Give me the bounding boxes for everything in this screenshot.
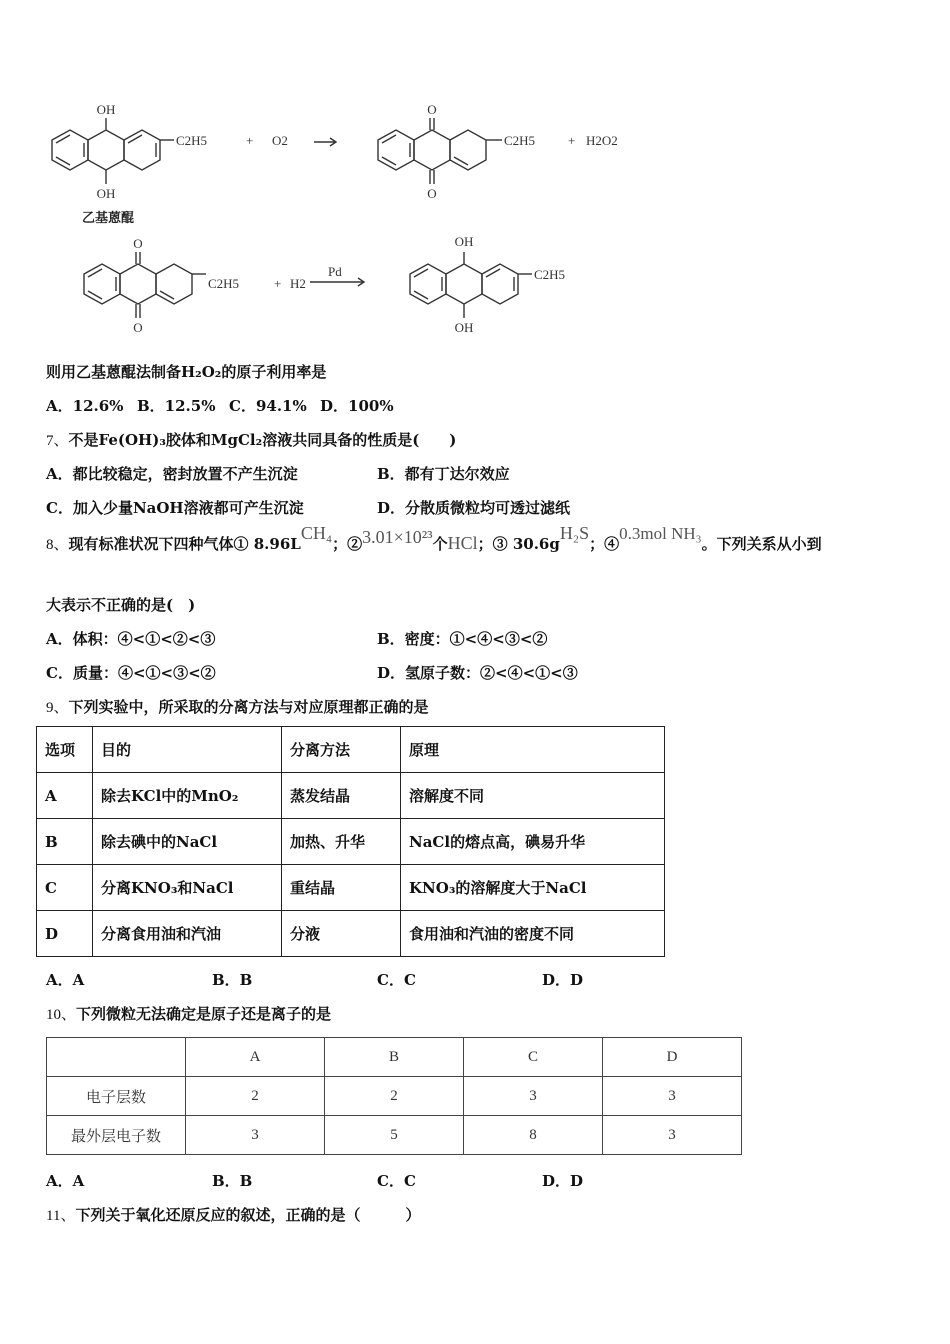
- table-cell: B: [325, 1038, 464, 1077]
- r1-substituent: C2H5: [176, 133, 208, 148]
- r2-catalyst: Pd: [328, 264, 342, 279]
- q8-formula-avogadro: 3.01×10²³: [362, 527, 433, 547]
- r2-product-substituent: C2H5: [534, 267, 566, 282]
- q10-option-b[interactable]: B．B: [212, 1172, 253, 1190]
- q7-option-c[interactable]: C．加入少量NaOH溶液都可产生沉淀: [46, 499, 304, 517]
- q9-question: [46, 696, 429, 717]
- q8-formula-hcl: HCl: [447, 533, 478, 553]
- q10-table: [46, 1037, 742, 1155]
- q8-formula-nh3: 0.3mol NH₃: [619, 524, 702, 543]
- q8-number: 8、: [46, 537, 69, 553]
- table-cell: 3: [603, 1077, 742, 1116]
- table-header-row: [37, 727, 665, 773]
- q11-number: 11、: [46, 1208, 76, 1224]
- q7-option-b[interactable]: B．都有丁达尔效应: [377, 465, 510, 483]
- table-header-row: [47, 1038, 742, 1077]
- reaction-scheme-2: [78, 232, 618, 344]
- q9-option-d[interactable]: D．D: [542, 971, 584, 989]
- q11-stem: 下列关于氧化还原反应的叙述，正确的是（ ）: [75, 1206, 421, 1224]
- r2-hydrogen: H2: [290, 276, 306, 291]
- r2-product-top: OH: [454, 234, 474, 249]
- q8-option-d[interactable]: D．氢原子数：②<④<①<③: [377, 664, 578, 682]
- q8-option-c[interactable]: C．质量：④<①<③<②: [46, 664, 216, 682]
- table-cell: 5: [325, 1116, 464, 1155]
- table-cell: A: [37, 773, 93, 819]
- r2-reactant-bottom: O: [133, 320, 143, 335]
- table-cell: 重结晶: [282, 865, 401, 911]
- r1-plus-2: +: [568, 133, 576, 148]
- q8-formula-h2s: H₂S: [559, 523, 590, 543]
- q10-stem: 下列微粒无法确定是原子还是离子的是: [76, 1005, 332, 1023]
- q7-option-d[interactable]: D．分散质微粒均可透过滤纸: [377, 499, 571, 517]
- table-cell: 最外层电子数: [47, 1116, 186, 1155]
- q9-header-option: 选项: [37, 727, 93, 773]
- table-row: [47, 1077, 742, 1116]
- q9-table: [36, 726, 665, 957]
- q6-option-a[interactable]: A．12.6%: [46, 397, 124, 415]
- table-cell: KNO₃的溶解度大于NaCl: [401, 865, 665, 911]
- q9-number: 9、: [46, 700, 69, 716]
- table-cell: [47, 1038, 186, 1077]
- r1-product-bottom: O: [427, 186, 437, 201]
- table-cell: NaCl的熔点高，碘易升华: [401, 819, 665, 865]
- table-cell: 2: [325, 1077, 464, 1116]
- q7-stem: 不是Fe(OH)₃胶体和MgCl₂溶液共同具备的性质是( ): [68, 431, 457, 449]
- q8-stem-c: 个: [432, 535, 448, 553]
- q8-stem-f: 。下列关系从小到: [701, 535, 822, 553]
- r1-plus-1: +: [246, 133, 254, 148]
- q10-option-c[interactable]: C．C: [377, 1172, 416, 1190]
- q10-question: [46, 1003, 331, 1024]
- reaction-scheme-1: [40, 98, 640, 233]
- table-cell: 电子层数: [47, 1077, 186, 1116]
- q8-stem-e: ；④: [589, 535, 620, 553]
- table-cell: 3: [603, 1116, 742, 1155]
- table-cell: 3: [464, 1077, 603, 1116]
- q6-option-b[interactable]: B．12.5%: [137, 397, 216, 415]
- q9-header-principle: 原理: [401, 727, 665, 773]
- q6-option-c[interactable]: C．94.1%: [229, 397, 307, 415]
- r1-product-top: O: [427, 102, 437, 117]
- r1-hydrogen-peroxide: H2O2: [586, 133, 618, 148]
- q11-question: [46, 1204, 420, 1225]
- table-row: [37, 773, 665, 819]
- table-cell: 除去碘中的NaCl: [93, 819, 282, 865]
- table-row: [37, 865, 665, 911]
- q8-formula-ch4: CH₄: [300, 523, 333, 543]
- q9-option-a[interactable]: A．A: [46, 971, 85, 989]
- r1-product-substituent: C2H5: [504, 133, 536, 148]
- table-cell: 2: [186, 1077, 325, 1116]
- q7-option-a[interactable]: A．都比较稳定，密封放置不产生沉淀: [46, 465, 298, 483]
- q8-option-b[interactable]: B．密度：①<④<③<②: [377, 630, 548, 648]
- q8-stem-a: 现有标准状况下四种气体① 8.96L: [68, 535, 301, 553]
- table-cell: C: [37, 865, 93, 911]
- q9-header-method: 分离方法: [282, 727, 401, 773]
- q8-option-a[interactable]: A．体积：④<①<②<③: [46, 630, 216, 648]
- q10-option-d[interactable]: D．D: [542, 1172, 584, 1190]
- q6-stem: 则用乙基蒽醌法制备H₂O₂的原子利用率是: [46, 363, 327, 381]
- table-cell: 除去KCl中的MnO₂: [93, 773, 282, 819]
- q9-header-purpose: 目的: [93, 727, 282, 773]
- table-row: [47, 1116, 742, 1155]
- table-cell: 蒸发结晶: [282, 773, 401, 819]
- table-row: [37, 819, 665, 865]
- q7-question: [46, 429, 456, 450]
- table-cell: D: [37, 911, 93, 957]
- table-cell: 分离食用油和汽油: [93, 911, 282, 957]
- q8-question: [46, 523, 822, 554]
- q8-stem-b: ；②: [332, 535, 363, 553]
- r1-oxygen: O2: [272, 133, 288, 148]
- q9-stem: 下列实验中，所采取的分离方法与对应原理都正确的是: [68, 698, 429, 716]
- r1-reactant-bottom: OH: [96, 186, 116, 201]
- q10-number: 10、: [46, 1007, 77, 1023]
- q8-stem-line2: 大表示不正确的是( ): [46, 596, 196, 614]
- r1-reactant-top: OH: [96, 102, 116, 117]
- q9-option-b[interactable]: B．B: [212, 971, 253, 989]
- r1-caption: 乙基蒽醌: [82, 211, 135, 226]
- table-cell: 8: [464, 1116, 603, 1155]
- table-cell: 分离KNO₃和NaCl: [93, 865, 282, 911]
- table-cell: 加热、升华: [282, 819, 401, 865]
- table-cell: 分液: [282, 911, 401, 957]
- q8-stem-d: ；③ 30.6g: [477, 535, 560, 553]
- r2-product-bottom: OH: [454, 320, 474, 335]
- table-cell: B: [37, 819, 93, 865]
- q7-number: 7、: [46, 433, 69, 449]
- table-cell: 3: [186, 1116, 325, 1155]
- table-cell: 溶解度不同: [401, 773, 665, 819]
- table-row: [37, 911, 665, 957]
- r2-substituent: C2H5: [208, 276, 240, 291]
- table-cell: D: [603, 1038, 742, 1077]
- q10-option-a[interactable]: A．A: [46, 1172, 85, 1190]
- q6-option-d[interactable]: D．100%: [320, 397, 394, 415]
- q9-option-c[interactable]: C．C: [377, 971, 416, 989]
- table-cell: C: [464, 1038, 603, 1077]
- table-cell: A: [186, 1038, 325, 1077]
- r2-reactant-top: O: [133, 236, 143, 251]
- r2-plus: +: [274, 276, 282, 291]
- table-cell: 食用油和汽油的密度不同: [401, 911, 665, 957]
